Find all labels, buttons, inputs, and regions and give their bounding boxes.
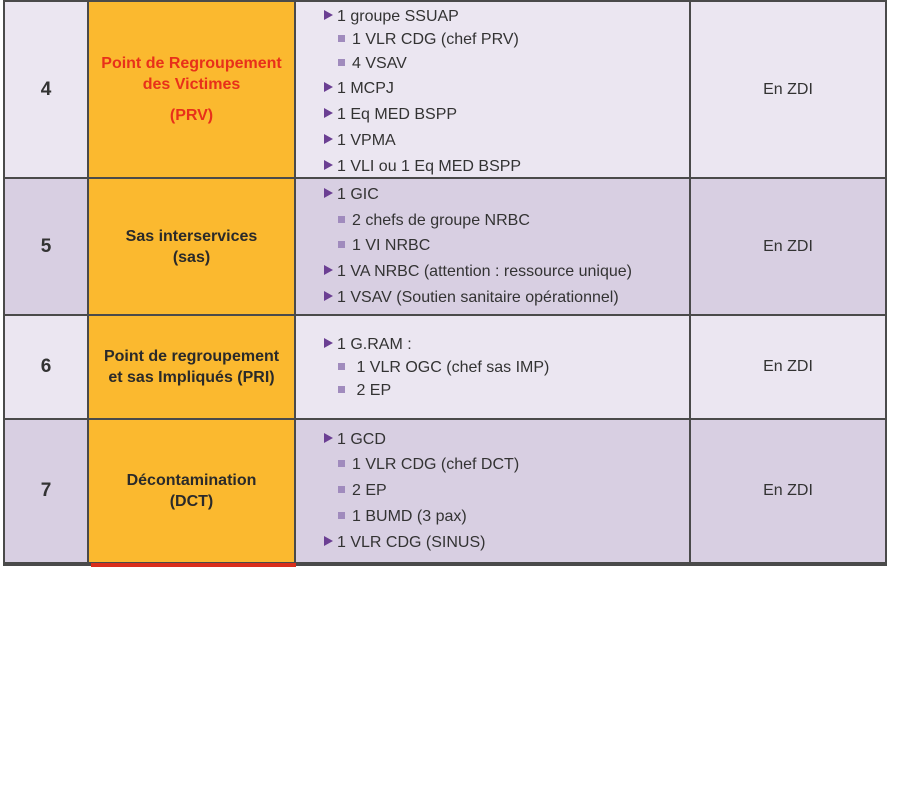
row-number: 6 [3, 316, 89, 420]
triangle-bullet-icon [324, 108, 333, 118]
row-title-abbr: (DCT) [169, 493, 214, 510]
row-title-cell [89, 316, 296, 420]
row-title-abbr: (PRV) [169, 107, 214, 124]
zone-cell: En ZDI [691, 316, 887, 420]
row-title-cell [89, 420, 296, 564]
triangle-bullet-icon [324, 160, 333, 170]
triangle-bullet-icon [324, 338, 333, 348]
list-item: 1 Eq MED BSPP [324, 106, 457, 124]
resources-cell [296, 0, 691, 179]
zone-cell: En ZDI [691, 0, 887, 179]
list-item: 1 VLR OGC (chef sas IMP) [338, 359, 549, 377]
list-item: 1 VA NRBC (attention : ressource unique) [324, 263, 632, 281]
list-item: 1 VI NRBC [338, 237, 430, 255]
triangle-bullet-icon [324, 536, 333, 546]
list-item: 2 EP [338, 382, 391, 400]
row-title: Point de regroupement et sas Impliqués (PRI) [103, 348, 280, 386]
square-bullet-icon [338, 386, 345, 393]
list-item: 1 GIC [324, 186, 379, 204]
triangle-bullet-icon [324, 188, 333, 198]
table-row [3, 316, 887, 420]
triangle-bullet-icon [324, 134, 333, 144]
list-item: 1 VLR CDG (SINUS) [324, 534, 485, 552]
resources-cell [296, 179, 691, 316]
triangle-bullet-icon [324, 82, 333, 92]
list-item: 1 GCD [324, 431, 386, 449]
row-title: Point de Regroupement des Victimes [101, 55, 282, 93]
list-item: 1 VLR CDG (chef DCT) [338, 456, 519, 474]
resources-cell [296, 420, 691, 564]
triangle-bullet-icon [324, 433, 333, 443]
list-item: 4 VSAV [338, 55, 407, 73]
zone-cell: En ZDI [691, 420, 887, 564]
square-bullet-icon [338, 363, 345, 370]
table-row [3, 179, 887, 316]
triangle-bullet-icon [324, 291, 333, 301]
row-number: 4 [3, 0, 89, 179]
bottom-red-strip [91, 563, 296, 567]
row-number: 5 [3, 179, 89, 316]
list-item: 1 VLI ou 1 Eq MED BSPP [324, 158, 521, 176]
list-item: 1 BUMD (3 pax) [338, 508, 467, 526]
square-bullet-icon [338, 35, 345, 42]
resources-table [3, 0, 887, 566]
list-item: 1 VSAV (Soutien sanitaire opérationnel) [324, 289, 619, 307]
row-number: 7 [3, 420, 89, 564]
square-bullet-icon [338, 460, 345, 467]
square-bullet-icon [338, 486, 345, 493]
resources-cell [296, 316, 691, 420]
list-item: 1 VLR CDG (chef PRV) [338, 31, 519, 49]
square-bullet-icon [338, 216, 345, 223]
list-item: 2 EP [338, 482, 387, 500]
triangle-bullet-icon [324, 10, 333, 20]
row-title-cell [89, 0, 296, 179]
row-title-abbr: (sas) [172, 248, 211, 266]
row-title: Sas interservices [125, 227, 258, 245]
square-bullet-icon [338, 241, 345, 248]
square-bullet-icon [338, 59, 345, 66]
list-item: 1 G.RAM : [324, 336, 412, 354]
square-bullet-icon [338, 512, 345, 519]
row-title: Décontamination [126, 472, 257, 489]
list-item: 2 chefs de groupe NRBC [338, 212, 530, 230]
list-item: 1 MCPJ [324, 80, 394, 98]
triangle-bullet-icon [324, 265, 333, 275]
row-title-cell [89, 179, 296, 316]
table-row [3, 0, 887, 179]
list-item: 1 groupe SSUAP [324, 8, 459, 26]
table-row [3, 420, 887, 564]
list-item: 1 VPMA [324, 132, 396, 150]
zone-cell: En ZDI [691, 179, 887, 316]
